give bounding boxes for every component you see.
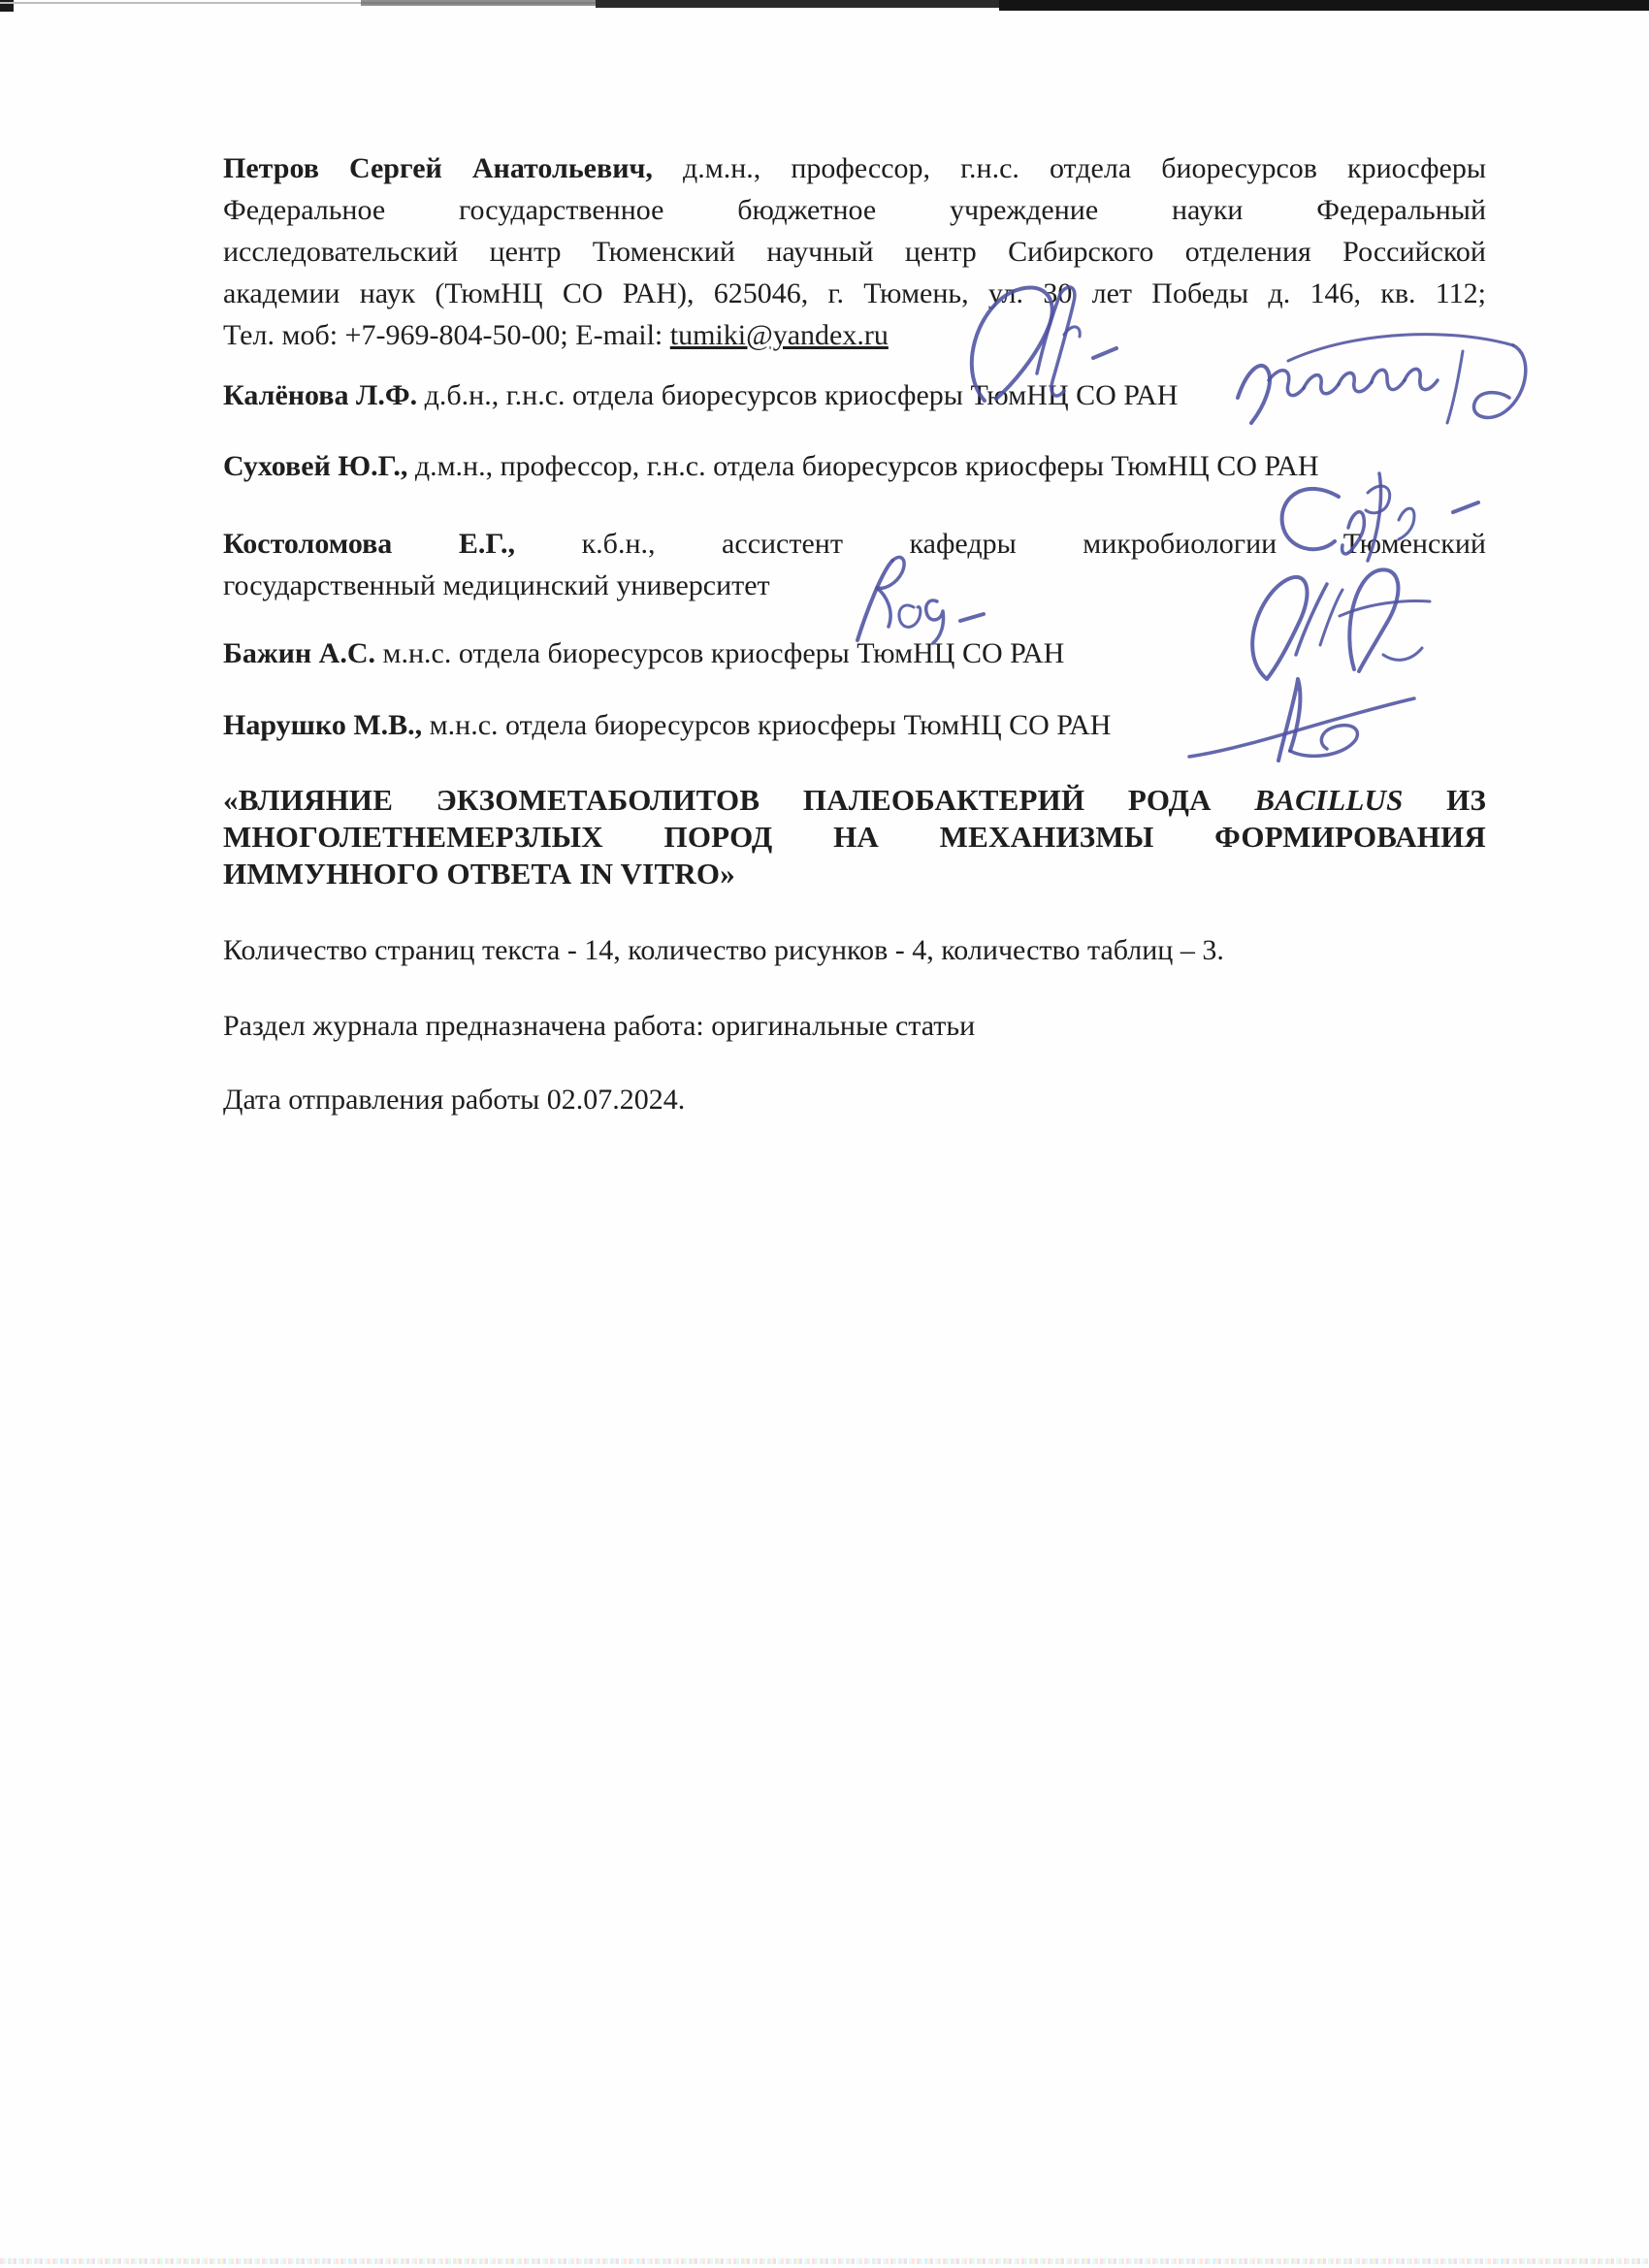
manuscript-section-text: Раздел журнала предназначена работа: оригинальные статьи — [223, 1010, 976, 1042]
author-name-petrov: Петров Сергей Анатольевич, — [223, 152, 653, 184]
article-title — [223, 782, 1486, 892]
manuscript-counts-line — [223, 929, 1486, 971]
petrov-email: tumiki@yandex.ru — [669, 319, 889, 351]
author-details-sukhovey: д.м.н., профессор, г.н.с. отдела биоресурсов криосферы ТюмНЦ СО РАН — [407, 450, 1319, 482]
article-title-line-2: МНОГОЛЕТНЕМЕРЗЛЫХ ПОРОД НА МЕХАНИЗМЫ ФОРМИРОВАНИЯ — [223, 820, 1486, 854]
author-degrees-petrov: д.м.н., профессор, г.н.с. отдела биоресурсов криосферы — [652, 152, 1486, 184]
manuscript-section-line — [223, 1005, 1486, 1047]
author-details-narushko: м.н.с. отдела биоресурсов криосферы ТюмНЦ СО РАН — [422, 709, 1112, 741]
article-title-genus: BACILLUS — [1254, 783, 1404, 817]
author-name-sukhovey: Суховей Ю.Г., — [223, 450, 408, 482]
article-title-line-1 — [223, 782, 1486, 819]
signature-bazhin — [1228, 563, 1437, 689]
scan-artifact-top-segment — [596, 0, 1013, 8]
petrov-line-3: исследовательский центр Тюменский научный центр Сибирского отделения Российской — [223, 236, 1486, 268]
author-name-kostolomova: Костоломова Е.Г., — [223, 528, 516, 560]
manuscript-date-text: Дата отправления работы 02.07.2024. — [223, 1084, 686, 1116]
author-name-bazhin: Бажин А.С. — [223, 637, 375, 669]
signature-petrov — [955, 276, 1179, 412]
manuscript-date-line — [223, 1079, 1486, 1120]
manuscript-counts-text: Количество страниц текста - 14, количество рисунков - 4, количество таблиц – 3. — [223, 934, 1224, 966]
article-title-line-3: ИММУННОГО ОТВЕТА IN VITRO» — [223, 857, 735, 891]
signature-narushko — [1185, 671, 1418, 763]
scan-artifact-top-segment — [361, 0, 603, 6]
signature-kostolomova — [836, 551, 1011, 648]
author-details-kostolomova-2: государственный медицинский университет — [223, 569, 770, 601]
petrov-line-1 — [223, 147, 1486, 189]
author-name-narushko: Нарушко М.В., — [223, 709, 423, 741]
scan-artifact-top-segment — [999, 0, 1649, 11]
signature-sukhovey — [1263, 464, 1486, 570]
author-details-kalenova: д.б.н., г.н.с. отдела биоресурсов криосферы ТюмНЦ СО РАН — [417, 379, 1179, 411]
petrov-phone: Тел. моб: +7-969-804-50-00; E-mail: — [223, 319, 670, 351]
petrov-line-4: академии наук (ТюмНЦ СО РАН), 625046, г. Тюмень, ул. 30 лет Победы д. 146, кв. 112; — [223, 277, 1486, 309]
scan-artifact-bottom — [0, 2258, 1649, 2264]
scan-artifact-top — [0, 0, 1649, 16]
signature-kalenova — [1230, 322, 1540, 437]
author-name-kalenova: Калёнова Л.Ф. — [223, 379, 418, 411]
author-details-kostolomova-1: к.б.н., ассистент кафедры микробиологии Тюменский — [515, 528, 1486, 560]
petrov-line-2: Федеральное государственное бюджетное учреждение науки Федеральный — [223, 194, 1486, 226]
article-title-text: «ВЛИЯНИЕ ЭКЗОМЕТАБОЛИТОВ ПАЛЕОБАКТЕРИЙ РОДА — [223, 783, 1255, 817]
author-details-bazhin: м.н.с. отдела биоресурсов криосферы ТюмНЦ СО РАН — [375, 637, 1065, 669]
article-title-text: ИЗ — [1403, 783, 1487, 817]
